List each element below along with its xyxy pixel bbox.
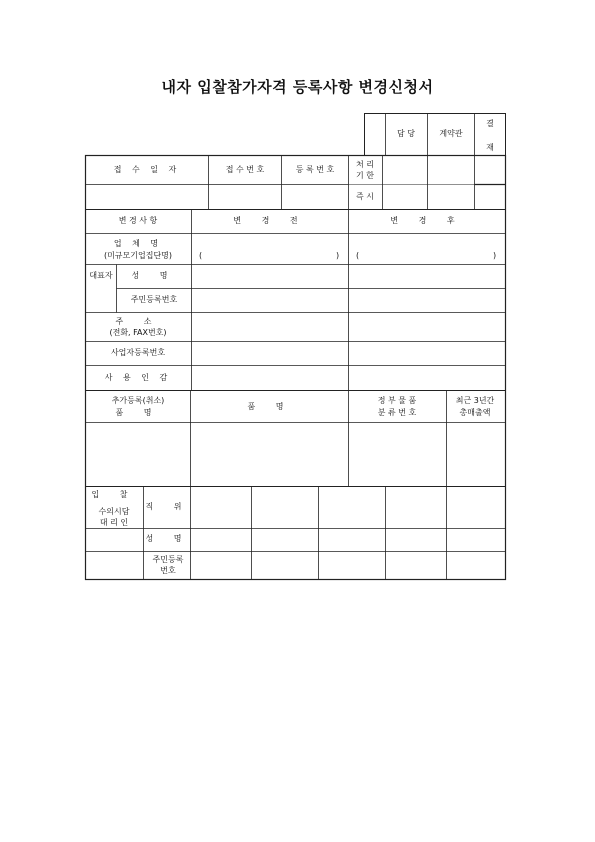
before-change-header: 변 경 전 (233, 216, 307, 225)
processing-deadline-label-2: 기 한 (356, 171, 374, 180)
before-paren-close: ) (336, 251, 340, 260)
after-paren-open: ( (356, 251, 360, 260)
additional-registration-label: 추가등록(취소) (111, 396, 165, 405)
phone-fax-label: (전화, FAX번호) (109, 328, 167, 337)
government-goods-label: 정 부 물 품 (377, 396, 417, 405)
immediate-label: 즉 시 (356, 192, 374, 201)
classification-number-label: 분 류 번 호 (377, 408, 417, 417)
agent-negotiation-label: 수의시담 (98, 507, 130, 516)
business-registration-number-label: 사업자등록번호 (110, 348, 166, 357)
representative-name-label: 성 명 (131, 271, 177, 280)
before-paren-open: ( (199, 251, 203, 260)
product-name-header: 품 명 (247, 402, 293, 411)
agent-position-label: 직 위 (145, 502, 191, 511)
approval-officer-label: 계약관 (439, 129, 463, 138)
company-group-label: (미규모기업집단명) (103, 251, 173, 260)
representative-label: 대표자 (89, 271, 113, 280)
agent-label: 대 리 인 (99, 518, 129, 527)
recent-three-years-label: 최근 3년간 (455, 396, 495, 405)
receipt-number-label: 접 수 번 호 (225, 165, 265, 174)
agent-bid-label: 입 찰 (91, 490, 137, 499)
form-title: 내자 입찰참가자격 등록사항 변경신청서 (161, 78, 434, 96)
after-paren-close: ) (493, 251, 497, 260)
representative-resident-number-label: 주민등록번호 (130, 295, 178, 304)
seal-label: 사 용 인 감 (104, 373, 172, 382)
approval-side-label-1: 결 (486, 119, 494, 128)
after-change-header: 변 경 후 (390, 216, 464, 225)
approval-staff-label: 담 당 (397, 129, 415, 138)
company-name-label: 업 체 명 (113, 239, 163, 248)
agent-resident-label-2: 번호 (160, 566, 176, 575)
agent-name-label: 성 명 (145, 534, 191, 543)
processing-deadline-label-1: 처 리 (356, 160, 374, 169)
approval-side-label-2: 재 (486, 143, 494, 152)
registration-number-label: 등 록 번 호 (295, 165, 335, 174)
receipt-date-label: 접 수 일 자 (113, 165, 181, 174)
additional-product-name-label: 품 명 (115, 408, 161, 417)
change-item-header: 변 경 사 항 (118, 216, 158, 225)
address-label: 주 소 (115, 317, 161, 326)
agent-resident-label-1: 주민등록 (152, 555, 184, 564)
total-sales-label: 총매출액 (459, 408, 491, 417)
